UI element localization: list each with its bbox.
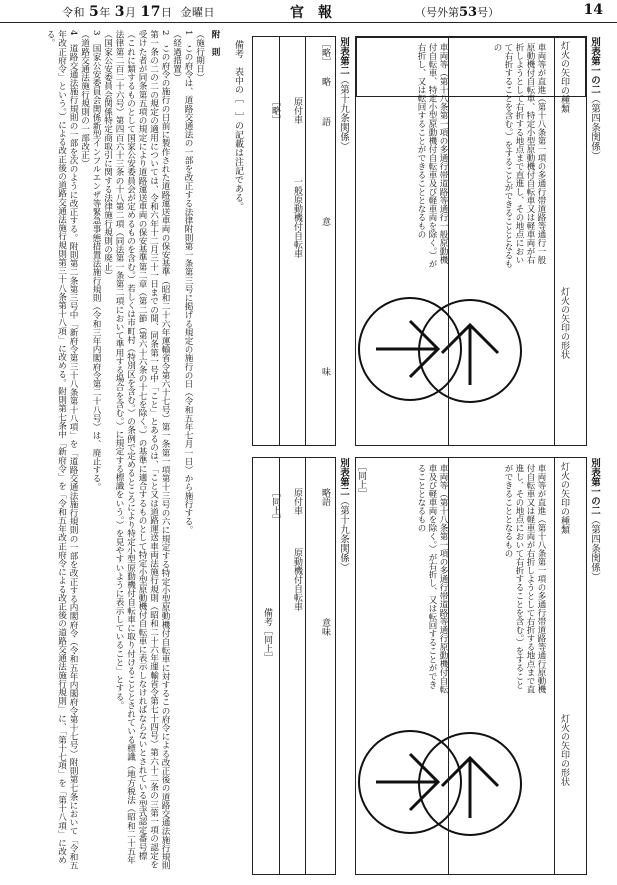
top-row2-text: 車両等（第十八条第一項の多通行帯道路等通行一般原動機付自転車、特定小型原動機付自転車及び軽車両を除く。）が右折し、又は転回することができることとなるもの (416, 43, 448, 269)
page-number: 14 (583, 2, 603, 18)
right-arrow-icon-svg (360, 732, 460, 832)
right-arrow-icon (358, 297, 462, 401)
top-col-shape: 灯火の矢印の形状 (559, 287, 569, 359)
page-header (0, 0, 617, 23)
bottom-table-1: 別表第一の二（第四条関係） 灯火の矢印の種類 灯火の矢印の形状 車両等が直進（第十八条第一項の多通行帯道路等通行原動機付自転車又は軽車両が右折しようとして右折する地点まで直進し、その地点において右折することを含む。）をすることができることとなるもの 車両等（第十八条第一項の多通行帯道路等通行原動機付自転車及び軽車両を除く。）が右折し、又は転回することができることとなるもの (355, 457, 587, 875)
top-table-2: 別表第二（第十九条関係） ［略］ 略 語 意 味 原付車 一般原動機付自転車 ［略］ (252, 36, 336, 446)
top-note: 備考 表中の［ ］の記載は注記である。 (233, 40, 243, 211)
top-row-meaning: 一般原動機付自転車 (292, 177, 302, 258)
right-arrow-icon-svg (360, 299, 460, 399)
bottom-row1-text: 車両等が直進（第十八条第一項の多通行帯道路等通行原動機付自転車又は軽車両が右折しようとして右折する地点まで直進し、その地点において右折することを含む。）をすることができることとなるもの (503, 464, 546, 694)
top-row1-text: 車両等が直進（第十八条第一項の多通行帯道路等通行一般原動機付自転車、特定小型原動機付自転車又は軽車両が右折しようとして右折する地点まで直進し、その地点において右折することを含む。）をすることができることとなるもの (492, 43, 546, 269)
top-abbrev-col: 略 (320, 77, 330, 86)
bottom-table-1-title: 別表第一の二（第四条関係） (589, 458, 600, 582)
top-table-1-title: 別表第一の二（第四条関係） (589, 37, 600, 161)
issue-number: （号外第53号） (415, 5, 500, 20)
bottom-row2-text: 車両等（第十八条第一項の多通行帯道路等通行原動機付自転車及び軽車両を除く。）が右折し、又は転回することができることとなるもの (416, 464, 448, 694)
top-table-2-title: 別表第二（第十九条関係） (338, 37, 349, 151)
right-arrow-icon (358, 730, 462, 834)
top-col-type: 灯火の矢印の種類 (559, 41, 569, 113)
bottom-table-2: 別表第二（第十九条関係） 略語 意味 原付車 原動機付自転車 ［同上］ 備考［同上］ (252, 457, 336, 875)
top-row-label: 原付車 (292, 97, 302, 124)
top-omit: ［略］ (320, 39, 330, 66)
body-text: 附 則 （施行期日） 1 この府令は、道路交通法の一部を改正する法律附則第一条第三号に掲げる規定の施行の日（令和五年七月一日）から施行する。 （経過措置） 2 この府令の施行の日前に製作された道路運送車両の保安基準（昭和二十六年運輸省令第六十七号）第一条第一項第十三号の六に規定する特定小型原動機付自転車に対するこの府令による改正後の道路交通法施行規則第一条の二の二の規定の適用については、令和六年十二月三十一日までの間、同条第一号中「こと」とあるのは、「こと又は道路運送車両法施行規則（昭和二十六年運輸省令第七十四号）第六十二条の三第一項の認定を受けた者が同条第五項の規定により道路運送車両の保安基準第二章（第二節（第六十六条の十七を除く。）の基準に適合するものとして特定小型原動機付自転車に表示しなければならないとされている型式認定番号標（これに類するものとして国家公安委員会が定めるものを含む。）若しくは市町村（特別区を含む。）の条例で定めるところにより特定小型原動機付自転車に取り付けることとされている標識（地方税法（昭和二十五年法律第二百二十六号）第四百六十三条の十八第二項（同法第一条第二項において準用する場合を含む。）に規定する標識をいう。）を見やすいように表示していること」とする。 （国家公安委員会関係特定商取引に関する法律施行規則の廃止） 3 国家公安委員会関係新型インフルエンザ等緊急事態措置法施行規則（令和三年内閣府令第二十八号）は、廃止する。 （道路交通法施行規則の一部改正） 4 道路交通法施行規則の一部を次のように改正する。附則第二条第三号中「新府令第三十八条第十八項」を「道路交通法施行規則の一部を改正する内閣府令（令和五年内閣府令第十七号）附則第七条において「令和五年改正府令」という。）による改正後の道路交通法施行規則第三十八条第十八項」に改める。附則第七条中「新府令」を「令和五年改正府令による改正後の道路交通法施行規則」に、「第十七項」を「第十八項」に改める。 (45, 30, 220, 870)
gazette-title: 官報 (290, 5, 346, 21)
issue-date: 令和 5年 3月 17日 金曜日 (62, 4, 215, 20)
